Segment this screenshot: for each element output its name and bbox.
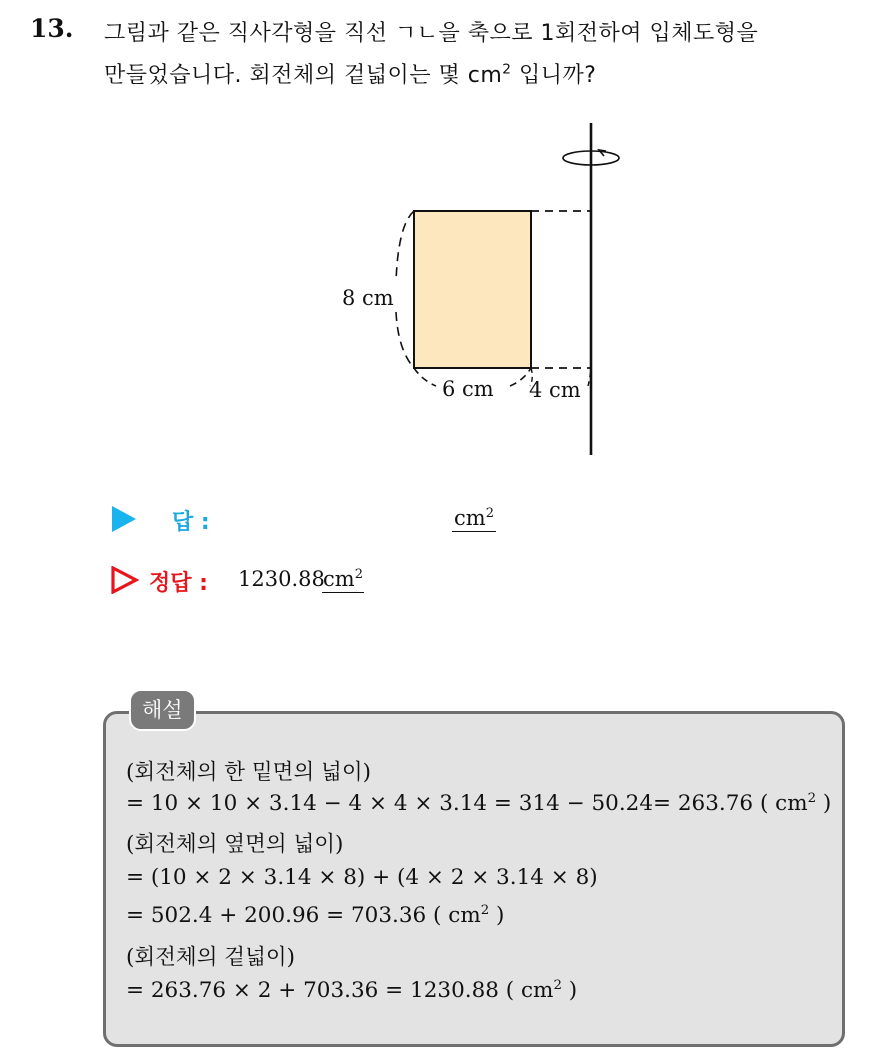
rotation-figure bbox=[0, 0, 884, 480]
correct-answer-value: 1230.88 bbox=[238, 567, 325, 591]
width-label: 6 cm bbox=[442, 377, 494, 401]
height-label: 8 cm bbox=[342, 286, 394, 310]
solution-line: (회전체의 옆면의 넓이) bbox=[126, 832, 344, 857]
question-text-line1: 그림과 같은 직사각형을 직선 ㄱㄴ을 축으로 1회전하여 입체도형을 bbox=[104, 21, 759, 46]
solution-line: = 263.76 × 2 + 703.36 = 1230.88 ( $cm^2$ ) bbox=[126, 977, 578, 1003]
answer-label: 답 : bbox=[172, 510, 210, 535]
correct-answer-unit: $cm^2$ bbox=[323, 567, 363, 591]
answer-unit: $cm^2$ bbox=[454, 506, 494, 530]
solution-line: (회전체의 겉넓이) bbox=[126, 945, 295, 970]
question-number: 13. bbox=[30, 14, 74, 43]
solution-line: = (10 × 2 × 3.14 × 8) + (4 × 2 × 3.14 × 8) bbox=[126, 865, 598, 890]
question-text-line2: 만들었습니다. 회전체의 겉넓이는 몇 $cm^2$ 입니까? bbox=[104, 61, 597, 88]
solution-line: (회전체의 한 밑면의 넓이) bbox=[126, 760, 371, 785]
solution-line: = 502.4 + 200.96 = 703.36 ( $cm^2$ ) bbox=[126, 902, 505, 928]
height-brace bbox=[396, 211, 414, 368]
gap-label: 4 cm bbox=[529, 378, 581, 402]
solution-tag: 해설 bbox=[129, 689, 196, 731]
correct-answer-label: 정답 : bbox=[149, 571, 208, 596]
play-icon bbox=[112, 506, 136, 532]
rectangle-shape bbox=[414, 211, 531, 368]
outline-play-icon bbox=[110, 566, 140, 594]
solution-line: = 10 × 10 × 3.14 − 4 × 4 × 3.14 = 314 − 50.24= 263.76 ( $cm^2$ ) bbox=[126, 790, 832, 816]
